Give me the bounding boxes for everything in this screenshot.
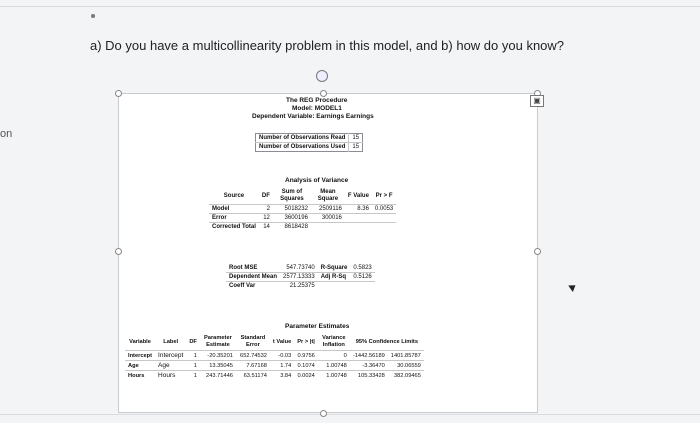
table-cell: Model [209, 205, 259, 214]
table-cell: 1 [186, 371, 200, 381]
table-cell [318, 282, 351, 291]
table-cell: Error [209, 214, 259, 223]
table-cell: 652.74532 [236, 351, 270, 361]
table-row [209, 205, 396, 214]
table-cell [345, 223, 372, 232]
table-cell: 0 [318, 351, 350, 361]
rotate-handle-icon[interactable] [316, 70, 328, 82]
table-row [125, 361, 424, 371]
table-cell: 8.36 [345, 205, 372, 214]
resize-handle-top[interactable] [320, 90, 327, 97]
bullet-icon [91, 14, 95, 18]
table-cell: Intercept [125, 351, 155, 361]
column-header: Label [163, 338, 179, 345]
table-row [226, 282, 375, 291]
table-cell: 13.35045 [200, 361, 236, 371]
table-cell: 0.9756 [294, 351, 318, 361]
parameter-estimates-table [125, 334, 424, 380]
sas-dependent: Dependent Variable: Earnings Earnings [252, 113, 374, 120]
column-header: Mean Square [317, 189, 339, 202]
table-cell: Corrected Total [209, 223, 259, 232]
table-cell: Coeff Var [226, 282, 280, 291]
obs-label: Number of Observations Read [259, 135, 346, 141]
table-cell: 0.1074 [294, 361, 318, 371]
table-cell: 105.33428 [350, 371, 388, 381]
anova-table [209, 188, 396, 231]
table-cell: 300016 [311, 214, 345, 223]
table-cell: 2509116 [311, 205, 345, 214]
image-icon[interactable]: ▣ [530, 95, 544, 107]
resize-handle-bottom[interactable] [320, 410, 327, 417]
table-cell: 8618428 [273, 223, 311, 232]
table-cell: 63.51174 [236, 371, 270, 381]
table-row [256, 143, 363, 152]
table-cell: -1442.56189 [350, 351, 388, 361]
table-cell: 2577.13333 [280, 273, 318, 282]
table-cell: Age [155, 361, 186, 371]
table-cell: 1 [186, 361, 200, 371]
table-cell [311, 223, 345, 232]
table-header-row [209, 188, 396, 205]
table-cell [350, 282, 374, 291]
table-cell: 0.0053 [372, 205, 396, 214]
table-cell: 1 [186, 351, 200, 361]
table-cell: Adj R-Sq [318, 273, 351, 282]
top-divider [0, 6, 700, 7]
column-header: t Value [272, 338, 292, 345]
mouse-pointer-icon [568, 282, 578, 292]
column-header: DF [261, 192, 270, 199]
table-cell: 5018232 [273, 205, 311, 214]
table-cell [372, 223, 396, 232]
fit-statistics-table [226, 264, 375, 290]
table-cell: 0.0024 [294, 371, 318, 381]
table-cell: 3.84 [270, 371, 294, 381]
column-header: Sum of Squares [280, 189, 304, 202]
table-cell: 3600196 [273, 214, 311, 223]
table-cell: 243.71446 [200, 371, 236, 381]
table-row [256, 134, 363, 143]
table-cell: -20.35201 [200, 351, 236, 361]
table-cell: 30.06559 [388, 361, 424, 371]
table-row [209, 214, 396, 223]
table-cell: 0.5126 [350, 273, 374, 282]
table-cell: 1.74 [270, 361, 294, 371]
table-cell: 12 [259, 214, 273, 223]
table-row [125, 371, 424, 381]
table-cell [372, 214, 396, 223]
table-cell: 1401.85787 [388, 351, 424, 361]
table-row [209, 223, 396, 232]
question-text: a) Do you have a multicollinearity problem in this model, and b) how do you know? [90, 38, 565, 53]
resize-handle-left[interactable] [115, 248, 122, 255]
table-cell: 1.00748 [318, 361, 350, 371]
resize-handle-right[interactable] [534, 248, 541, 255]
table-cell: -0.03 [270, 351, 294, 361]
table-cell: Hours [125, 371, 155, 381]
table-header-row [125, 334, 424, 351]
table-cell: Age [125, 361, 155, 371]
parameter-estimates-title: Parameter Estimates [285, 323, 350, 330]
column-header: Source [223, 192, 245, 199]
table-cell: R-Square [320, 265, 348, 271]
column-header: Pr > |t| [297, 338, 315, 345]
column-header: Parameter Estimate [204, 335, 232, 348]
column-header: DF [189, 338, 197, 345]
column-header: Standard Error [240, 335, 266, 348]
table-cell: Dependent Mean [226, 273, 280, 282]
column-header: Variable [129, 338, 151, 345]
table-cell: 547.73740 [286, 265, 315, 271]
column-header: 95% Confidence Limits [355, 338, 418, 345]
observations-table [255, 133, 363, 152]
column-header: Variance Inflation [322, 335, 346, 348]
table-row [226, 264, 375, 273]
sas-title: The REG Procedure [286, 97, 348, 104]
table-row [125, 351, 424, 361]
column-header: Pr > F [375, 192, 393, 199]
obs-value: 15 [349, 143, 363, 152]
column-header: F Value [347, 192, 369, 199]
table-cell: -3.36470 [350, 361, 388, 371]
table-cell: Root MSE [229, 265, 258, 271]
table-cell: 382.09465 [388, 371, 424, 381]
table-cell: 7.67168 [236, 361, 270, 371]
table-cell: 1.00748 [318, 371, 350, 381]
table-cell [345, 214, 372, 223]
table-cell: 14 [259, 223, 273, 232]
table-cell: 2 [259, 205, 273, 214]
table-cell: 21.25375 [280, 282, 318, 291]
anova-title: Analysis of Variance [285, 177, 349, 184]
sidebar-fragment-text: on [0, 128, 13, 140]
resize-handle-top-left[interactable] [115, 90, 122, 97]
obs-label: Number of Observations Used [256, 143, 349, 152]
table-cell: 0.5823 [353, 265, 372, 271]
table-row [226, 273, 375, 282]
table-cell: Hours [155, 371, 186, 381]
obs-value: 15 [349, 134, 363, 143]
bottom-divider [0, 414, 700, 415]
sas-model: Model: MODEL1 [292, 105, 342, 112]
table-cell: Intercept [155, 351, 186, 361]
